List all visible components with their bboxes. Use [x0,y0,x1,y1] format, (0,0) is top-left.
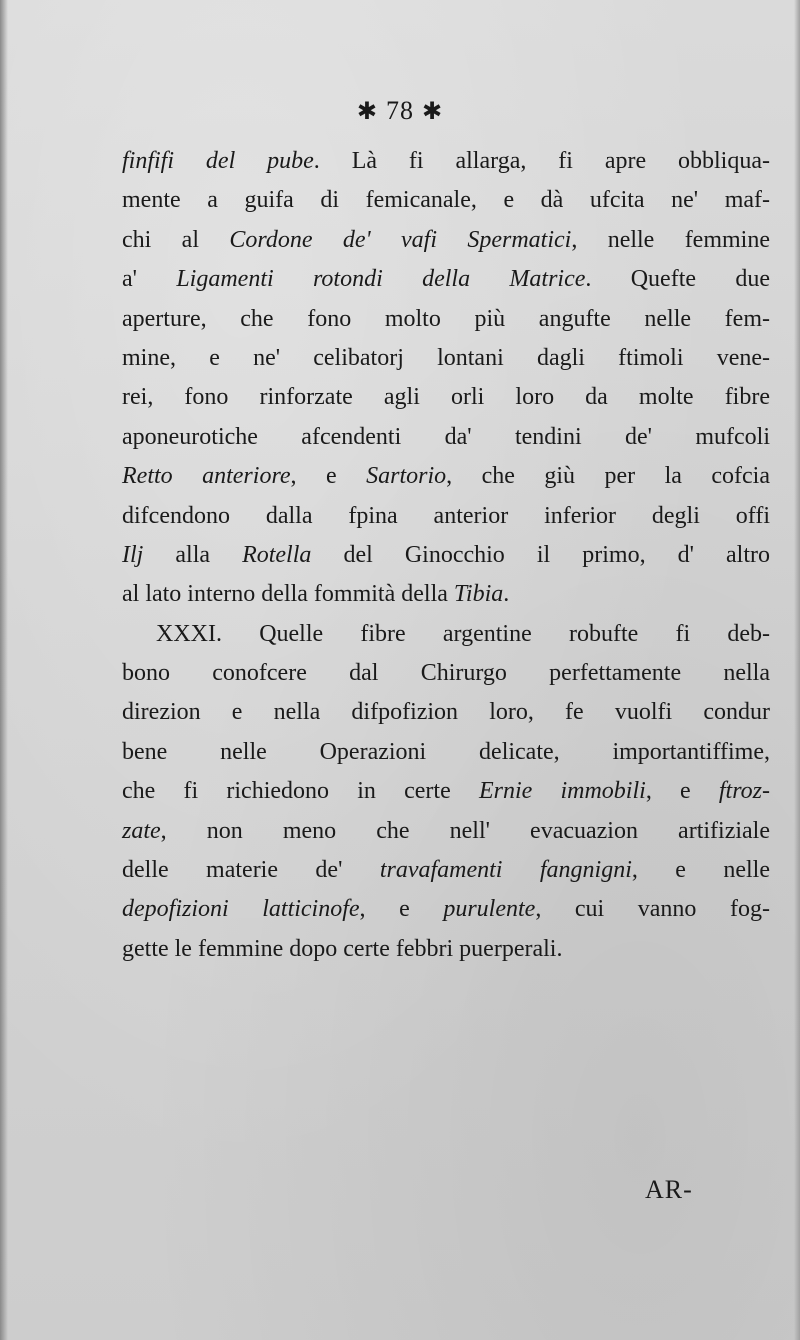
text-run: che fi richiedono in certe [122,778,479,805]
text-line [122,142,770,181]
italic-run: purulente [443,896,536,923]
ornament-right-icon: ✱ [422,97,444,125]
text-run: direzion e nella difpofizion loro, fe vuolfi condur [122,699,770,726]
text-line [122,221,770,260]
text-run: , e [290,463,367,490]
text-line [122,457,770,496]
italic-run: Sartorio [366,463,447,490]
page-edge-right [794,0,800,1340]
text-run: difcendono dalla fpina anterior inferior degli offi [122,502,770,529]
text-run: , e [359,896,444,923]
page-number: 78 [386,96,414,125]
italic-run: Tibia [453,581,504,608]
text-run: chi al [122,226,230,253]
italic-run: ftroz- [718,778,771,805]
text-line [122,260,770,299]
italic-run: Retto anteriore [122,463,291,490]
catchword: AR- [645,1175,693,1204]
text-run: aponeurotiche afcendenti da' tendini de' mufcoli [122,423,770,450]
italic-run: depofizioni latticinofe [122,896,360,923]
text-line [122,890,770,929]
text-run: mente a guifa di femicanale, e dà ufcita ne' maf- [122,187,770,214]
running-header [0,96,800,126]
text-line [122,181,770,220]
text-run: , nelle femmine [571,226,770,253]
text-run: XXXI. Quelle fibre argentine robufte fi deb- [156,620,770,647]
text-line [122,575,770,614]
italic-run: Ligamenti rotondi della Matrice [176,266,586,293]
text-run: , e nelle [631,857,771,884]
text-run: , e [645,778,719,805]
text-line [122,930,770,969]
italic-run: Ernie immobili [478,778,646,805]
text-line [122,339,770,378]
italic-run: Cordone de' vafi Spermatici [229,226,572,253]
italic-run: Rotella [242,541,312,568]
text-run: a' [122,266,177,293]
text-line [122,418,770,457]
page-edge-left [0,0,8,1340]
text-run: alla [143,541,243,568]
text-line [122,300,770,339]
body-text [122,142,770,969]
text-run: , che giù per la cofcia [446,463,770,490]
text-run: , cui vanno fog- [535,896,770,923]
text-run: del Ginocchio il primo, d' altro [311,541,770,568]
italic-run: Ilj [122,541,144,568]
text-line [122,536,770,575]
text-run: , non meno che nell' evacuazion artifiziale [160,817,770,844]
text-run: gette le femmine dopo certe febbri puerperali. [122,935,563,962]
text-run: bono conofcere dal Chirurgo perfettamente nella [122,660,770,687]
text-line [122,615,770,654]
text-line [122,654,770,693]
text-line [122,851,770,890]
italic-run: travafamenti fangnigni [379,857,632,884]
text-run: rei, fono rinforzate agli orli loro da molte fibre [122,384,770,411]
text-line [122,772,770,811]
text-run: mine, e ne' celibatorj lontani dagli ftimoli vene- [122,344,770,371]
ornament-left-icon: ✱ [356,97,378,125]
text-run: al lato interno della fommità della [122,581,454,608]
text-run: . Là fi allarga, fi apre obbliqua- [313,148,770,174]
text-run: delle materie de' [122,857,380,884]
text-run: aperture, che fono molto più angufte nelle fem- [122,305,770,332]
italic-run: zate [122,817,161,844]
text-run: bene nelle Operazioni delicate, importantiffime, [122,738,770,765]
text-line [122,733,770,772]
text-run: . [503,581,510,608]
text-line [122,812,770,851]
text-line [122,497,770,536]
text-run: . Quefte due [585,266,770,293]
text-line [122,378,770,417]
text-line [122,693,770,732]
italic-run: finfifi del pube [122,148,314,174]
